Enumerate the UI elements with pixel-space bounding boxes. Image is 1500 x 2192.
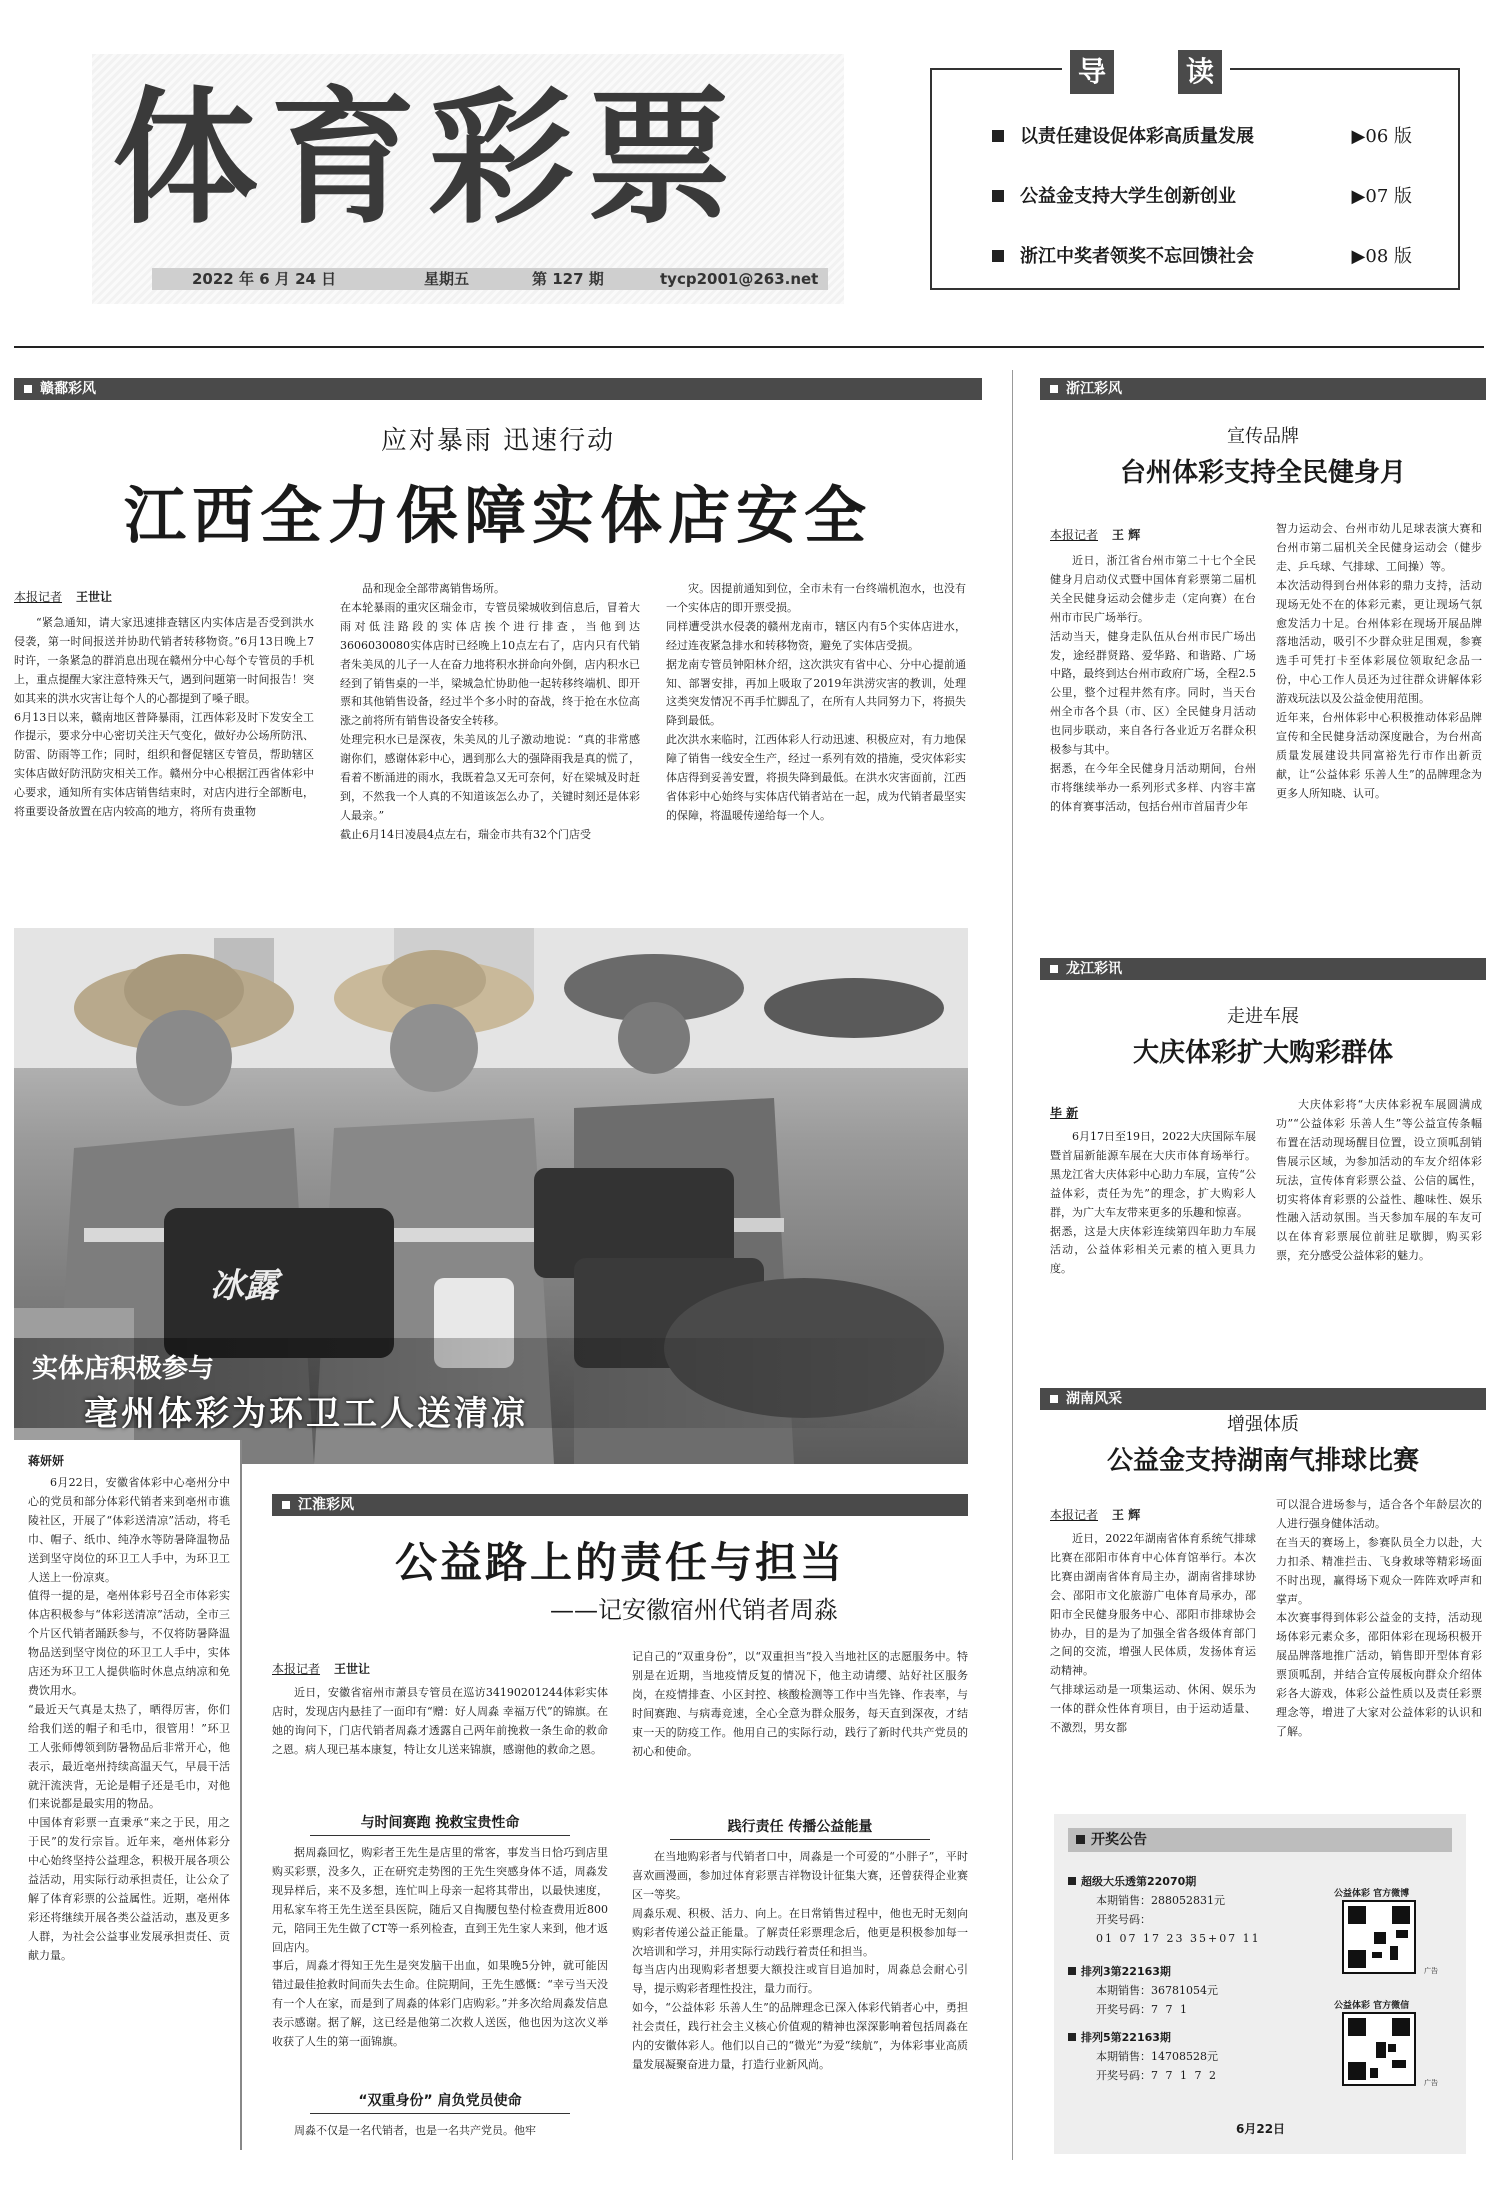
- bullet-icon: [992, 190, 1004, 202]
- article-kicker: 宣传品牌: [1227, 426, 1299, 447]
- draw-2: [1068, 1962, 1298, 2019]
- draw-sales-label: 本期销售：: [1096, 1894, 1151, 1907]
- article-subhead: 与时间赛跑 挽救宝贵性命: [310, 1812, 570, 1836]
- square-icon: [1068, 2033, 1076, 2041]
- byline-name: 王 辉: [1112, 1508, 1141, 1522]
- lottery-box: [1054, 1814, 1466, 2154]
- byline-name: 毕 新: [1050, 1106, 1079, 1120]
- article-headline: 公益路上的责任与担当: [394, 1538, 845, 1587]
- article-byline: [1050, 1104, 1078, 1121]
- guide-title-char-2: 读: [1178, 50, 1222, 94]
- square-icon: [1068, 1967, 1076, 1975]
- draw-name: 排列3第22163期: [1081, 1965, 1171, 1978]
- article-column: 灾。因提前通知到位，全市未有一台终端机泡水，也没有一个实体店的即开票受损。 同样遭受洪水侵袭的赣州龙南市，辖区内有5个实体店进水，经过连夜紧急排水和转移物资，避免了实体店受损。 据龙南专管员钟阳林介绍，这次洪灾有省中心、分中心提前通知、部署安排，再加上吸取了2019年洪涝灾害的教训，处理这类突发情况不再手忙脚乱了，在所有人共同努力下，将损失降到最低。 此次洪水来临时，江西体彩人行动迅速、积极应对，有力地保障了销售一线安全生产，经过一系列有效的措施，受灾体彩实体店得到妥善安置，将损失降到最低。在洪水灾害面前，江西省体彩中心始终与实体店代销者站在一起，成为代销者最坚实的保障，将温暖传递给每一个人。: [666, 582, 966, 822]
- byline-label: 本报记者: [14, 590, 63, 604]
- masthead-rule: [14, 346, 1484, 348]
- section-tag-zhejiang: [1040, 378, 1486, 400]
- masthead-weekday: 星期五: [424, 270, 470, 288]
- draw-numbers: 01 07 17 23 35+07 11: [1096, 1932, 1261, 1945]
- section-tag-longjiang: [1040, 958, 1486, 980]
- photo-caption-kicker: 实体店积极参与: [32, 1354, 215, 1384]
- article-column: 大庆体彩将“大庆体彩祝车展圆满成功”“公益体彩 乐善人生”等公益宣传条幅布置在活动现场醒目位置，设立顶呱刮销售展示区域，为参加活动的车友介绍体彩玩法，宣传体育彩票公益、公信的属性，切实将体育彩票的公益性、趣味性、娱乐性融入活动氛围。当天参加车展的车友可以在体育彩票展位前驻足歇脚，购买彩票，充分感受公益体彩的魅力。: [1276, 1098, 1482, 1263]
- square-icon: [1050, 1395, 1058, 1403]
- column-divider: [1012, 370, 1013, 2160]
- article-byline: [14, 588, 112, 605]
- guide-item-3[interactable]: [992, 242, 1412, 272]
- section-tag-jianghuai: [272, 1494, 968, 1516]
- masthead-issue: 第 127 期: [532, 270, 604, 288]
- article-column: “紧急通知，请大家迅速排查辖区内实体店是否受到洪水侵袭，第一时间报送并协助代销者转移物资。”6月13日晚上7时许，一条紧急的群消息出现在赣州分中心每个专管员的手机上，重点提醒大家注意特殊天气，遇到问题第一时间报告！突如其来的洪水灾害让每个人的心都提到了嗓子眼。 6月13日以来，赣南地区普降暴雨，江西体彩及时下发安全工作提示，要求分中心密切关注天气变化，做好办公场所防汛、防雷、防雨等工作；同时，组织和督促辖区专管员，帮助辖区实体店做好防汛防灾相关工作。赣州分中心根据江西省体彩中心要求，通知所有实体店销售结束时，对店内进行全部断电，将重要设备放置在店内较高的地方，将所有贵重物: [14, 616, 314, 819]
- article-column: 6月17日至19日，2022大庆国际车展暨首届新能源车展在大庆市体育场举行。黑龙江省大庆体彩中心助力车展，宣传“公益体彩，责任为先”的理念，扩大购彩人群，为广大车友带来更多的乐趣和惊喜。 据悉，这是大庆体彩连续第四年助力车展活动，公益体彩相关元素的植入更具力度。: [1050, 1130, 1256, 1276]
- qr-code-weibo[interactable]: [1342, 1900, 1416, 1974]
- guide-item-page: ▶07 版: [1351, 186, 1412, 207]
- draw-number-label: 开奖号码：: [1096, 1913, 1151, 1926]
- draw-sales-label: 本期销售：: [1096, 1984, 1151, 1997]
- masthead: [92, 54, 844, 304]
- guide-item-page: ▶08 版: [1351, 246, 1412, 267]
- masthead-date: 2022 年 6 月 24 日: [192, 270, 337, 288]
- masthead-email: tycp2001@263.net: [660, 270, 819, 288]
- guide-item-2[interactable]: [992, 182, 1412, 212]
- article-headline: 大庆体彩扩大购彩群体: [1132, 1038, 1393, 1068]
- section-tag-label: 赣鄱彩风: [40, 381, 96, 397]
- article-byline: [272, 1660, 370, 1677]
- guide-title-char-1: 导: [1070, 50, 1114, 94]
- photo-caption-title: 亳州体彩为环卫工人送清凉: [84, 1394, 528, 1434]
- qr-ad-label: 广告: [1424, 1967, 1438, 1975]
- byline-name: 王世让: [334, 1662, 371, 1676]
- guide-item-text: 公益金支持大学生创新创业: [1020, 186, 1236, 207]
- qr-label-weixin: 公益体彩 官方微信: [1334, 2001, 1410, 2011]
- draw-1: [1068, 1872, 1298, 1948]
- qr-ad-label: 广告: [1424, 2079, 1438, 2087]
- article-column: 近日，2022年湖南省体育系统气排球比赛在邵阳市体育中心体育馆举行。本次比赛由湖南省体育局主办，湖南省排球协会、邵阳市文化旅游广电体育局承办，邵阳市全民健身服务中心、邵阳市排球协会协办，目的是为了加强全省各级体育部门之间的交流，增强人民体质，发扬体育运动精神。 气排球运动是一项集运动、休闲、娱乐为一体的群众性体育项目，由于运动适量、不激烈，男女都: [1050, 1532, 1256, 1735]
- article-column: 在当地购彩者与代销者口中，周淼是一个可爱的“小胖子”，平时喜欢画漫画，参加过体育彩票吉祥物设计征集大赛，还曾获得企业赛区一等奖。 周淼乐观、积极、活力、向上。在日常销售过程中，他也无时无刻向购彩者传递公益正能量。了解责任彩票理念后，他更是积极参加每一次培训和学习，并用实际行动践行着责任和担当。 每当店内出现购彩者想要大额投注或盲目追加时，周淼总会耐心引导，提示购彩者理性投注，量力而行。 如今，“公益体彩 乐善人生”的品牌理念已深入体彩代销者心中，勇担社会责任，践行社会主义核心价值观的精神也深深影响着包括周淼在内的安徽体彩人。他们以自己的“微光”为爱“续航”，为体彩事业高质量发展凝聚奋进力量，打造行业新风尚。: [632, 1850, 968, 2071]
- section-tag-label: 龙江彩讯: [1066, 961, 1122, 977]
- square-icon: [1050, 965, 1058, 973]
- square-icon: [1076, 1835, 1085, 1844]
- draw-3: [1068, 2028, 1298, 2085]
- bullet-icon: [992, 250, 1004, 262]
- draw-name: 超级大乐透第22070期: [1081, 1875, 1197, 1888]
- draw-number-label: 开奖号码：: [1096, 2069, 1151, 2082]
- article-headline: 公益金支持湖南气排球比赛: [1106, 1446, 1419, 1476]
- draw-sales-label: 本期销售：: [1096, 2050, 1151, 2063]
- draw-name: 排列5第22163期: [1081, 2031, 1171, 2044]
- lottery-title-bar: [1068, 1828, 1452, 1852]
- lottery-title: 开奖公告: [1091, 1832, 1147, 1848]
- guide-item-text: 浙江中奖者领奖不忘回馈社会: [1020, 246, 1254, 267]
- square-icon: [1068, 1877, 1076, 1885]
- masthead-title: 体育彩票: [112, 74, 744, 244]
- draw-sales: 14708528元: [1151, 2050, 1218, 2063]
- article-column: 近日，浙江省台州市第二十七个全民健身月启动仪式暨中国体育彩票第二届机关全民健身运动会健步走（定向赛）在台州市市民广场举行。 活动当天，健身走队伍从台州市民广场出发，途经群贤路、爱华路、和谐路、广场中路，最终到达台州市政府广场，全程2.5公里，整个过程井然有序。同时，当天台州全市各个县（市、区）全民健身月活动也同步联动，来自各行各业近万名群众积极参与其中。 据悉，在今年全民健身月活动期间，台州市将继续举办一系列形式多样、内容丰富的体育赛事活动，包括台州市首届青少年: [1050, 554, 1256, 813]
- article-subheadline: ——记安徽宿州代销者周淼: [550, 1596, 838, 1624]
- article-column: 据周淼回忆，购彩者王先生是店里的常客，事发当日恰巧到店里购买彩票，没多久，正在研究走势图的王先生突感身体不适，周淼发现异样后，来不及多想，连忙叫上母亲一起将其带出，以最快速度，用私家车将王先生送至县医院，随后又自掏腰包垫付检查费用近800元，陪同王先生做了CT等一系列检查，直到王先生家人来到，他才返回店内。 事后，周淼才得知王先生是突发脑干出血，如果晚5分钟，就可能因错过最佳抢救时间而失去生命。住院期间，王先生感慨：“幸亏当天没有一个人在家，而是到了周淼的体彩门店购彩。”并多次给周淼发信息表示感谢。据了解，这已经是他第二次救人送医，他也因为这次义举收获了人生的第一面锦旗。: [272, 1846, 608, 2049]
- square-icon: [1050, 385, 1058, 393]
- draw-numbers: 7 7 1: [1151, 2003, 1189, 2016]
- bullet-icon: [992, 130, 1004, 142]
- lottery-date: 6月22日: [1236, 2122, 1286, 2136]
- byline-name: 王 辉: [1112, 528, 1141, 542]
- article-kicker: 走进车展: [1227, 1006, 1299, 1027]
- article-subhead: 践行责任 传播公益能量: [670, 1816, 930, 1840]
- section-tag-label: 湖南风采: [1066, 1391, 1122, 1407]
- news-photo: [14, 928, 968, 1464]
- draw-number-label: 开奖号码：: [1096, 2003, 1151, 2016]
- article-column: 品和现金全部带离销售场所。 在本轮暴雨的重灾区瑞金市，专管员梁城收到信息后，冒着大雨对低洼路段的实体店挨个进行排查，当他到达3606030080实体店时已经晚上10点左右了，店内只有代销者朱美凤的儿子一人在奋力地将积水拼命向外倒，店内积水已经到了销售桌的一半，梁城急忙协助他一起转移终端机、即开票和其他销售设备，经过半个多小时的奋战，终于抢在水位高涨之前将所有销售设备安全转移。 处理完积水已是深夜，朱美凤的儿子激动地说：“真的非常感谢你们，感谢体彩中心，遇到那么大的强降雨我是真的慌了，看着不断涌进的雨水，我既着急又无可奈何，好在梁城及时赶到，不然我一个人真的不知道该怎么办了，关键时刻还是体彩人最亲。” 截止6月14日凌晨4点左右，瑞金市共有32个门店受: [340, 582, 640, 841]
- section-tag-label: 浙江彩风: [1066, 381, 1122, 397]
- article-column: 记自己的“双重身份”，以“双重担当”投入当地社区的志愿服务中。特别是在近期，当地疫情反复的情况下，他主动请缨、站好社区服务岗，在疫情排查、小区封控、核酸检测等工作中当先锋、作表率，与时间赛跑、与病毒竞速，全心全意为群众服务，每天直到深夜，才结束一天的防疫工作。他用自己的实际行动，践行了新时代共产党员的初心和使命。: [632, 1650, 968, 1758]
- article-kicker: 应对暴雨 迅速行动: [380, 426, 616, 456]
- photo-caption: [14, 1338, 968, 1434]
- guide-item-text: 以责任建设促体彩高质量发展: [1020, 126, 1254, 147]
- article-kicker: 增强体质: [1227, 1414, 1299, 1435]
- bottle-label: 冰露: [210, 1266, 278, 1306]
- article-headline: 江西全力保障实体店安全: [123, 479, 872, 552]
- draw-sales: 36781054元: [1151, 1984, 1218, 1997]
- guide-item-1[interactable]: [992, 122, 1412, 152]
- section-tag-ganpo: [14, 378, 982, 400]
- qr-label-weibo: 公益体彩 官方微博: [1334, 1889, 1410, 1899]
- article-column: 智力运动会、台州市幼儿足球表演大赛和台州市第二届机关全民健身运动会（健步走、乒乓球、气排球、工间操）等。 本次活动得到台州体彩的鼎力支持，活动现场无处不在的体彩元素，更让现场气氛愈发活力十足。台州体彩在现场开展品牌落地活动，吸引不少群众驻足围观，参赛选手可凭打卡至体彩展位领取纪念品一份，中心工作人员还为过往群众讲解体彩游戏玩法以及公益金使用范围。 近年来，台州体彩中心积极推动体彩品牌宣传和全民健身活动深度融合，为台州高质量发展建设共同富裕先行市作出新贡献，让“公益体彩 乐善人生”的品牌理念为更多人所知晓、认可。: [1276, 522, 1482, 800]
- bozhou-text: 6月22日，安徽省体彩中心亳州分中心的党员和部分体彩代销者来到亳州市谯陵社区，开展了“体彩送清凉”活动，将毛巾、帽子、纸巾、纯净水等防暑降温物品送到坚守岗位的环卫工人手中，为环卫工人送上一份凉爽。 值得一提的是，亳州体彩号召全市体彩实体店积极参与“体彩送清凉”活动，全市三个片区代销者踊跃参与，不仅将防暑降温物品送到坚守岗位的环卫工人手中，实体店还为环卫工人提供临时休息点纳凉和免费饮用水。 “最近天气真是太热了，晒得厉害，你们给我们送的帽子和毛巾，很管用！”环卫工人张师傅领到防暑物品后非常开心，他表示，最近亳州持续高温天气，早晨干活就汗流浃背，无论是帽子还是毛巾，对他们来说都是最实用的物品。 中国体育彩票一直秉承“来之于民，用之于民”的发行宗旨。近年来，亳州体彩分中心始终坚持公益理念，积极开展各项公益活动，用实际行动承担责任，让公众了解了体育彩票的公益属性。近期，亳州体彩还将继续开展各类公益活动，惠及更多人群，为社会公益事业发展承担责任、贡献力量。: [28, 1476, 230, 1962]
- article-column: 可以混合进场参与，适合各个年龄层次的人进行强身健体活动。 在当天的赛场上，参赛队员全力以赴，大力扣杀、精准拦击、飞身救球等精彩场面不时出现，赢得场下观众一阵阵欢呼声和掌声。 本次赛事得到体彩公益金的支持，活动现场体彩元素众多，邵阳体彩在现场积极开展品牌落地推广活动，销售即开型体育彩票顶呱刮，并结合宣传展板向群众介绍体彩各大游戏，体彩公益性质以及责任彩票理念等，增进了大家对公益体彩的认识和了解。: [1276, 1498, 1482, 1738]
- square-icon: [282, 1501, 290, 1509]
- article-byline: [1050, 526, 1140, 543]
- qr-code-weixin[interactable]: [1342, 2012, 1416, 2086]
- article-column: 周淼不仅是一名代销者，也是一名共产党员。他牢: [294, 2124, 536, 2137]
- byline-label: 本报记者: [272, 1662, 321, 1676]
- article-column: 近日，安徽省宿州市萧县专管员在巡访34190201244体彩实体店时，发现店内悬挂了一面印有“赠：好人周淼 幸福万代”的锦旗。在她的询问下，门店代销者周淼才透露自己两年前挽救一条生命的救命之恩。病人现已基本康复，特让女儿送来锦旗，感谢他的救命之恩。: [272, 1686, 608, 1756]
- guide-item-page: ▶06 版: [1351, 126, 1412, 147]
- draw-sales: 288052831元: [1151, 1894, 1225, 1907]
- guide-title: [1062, 50, 1230, 94]
- byline-name: 王世让: [76, 590, 113, 604]
- article-subhead: “双重身份” 肩负党员使命: [310, 2090, 570, 2114]
- masthead-info-bar: [152, 268, 828, 290]
- byline-label: 本报记者: [1050, 1508, 1099, 1522]
- square-icon: [24, 385, 32, 393]
- byline-label: 本报记者: [1050, 528, 1099, 542]
- draw-numbers: 7 7 1 7 2: [1151, 2069, 1218, 2082]
- section-tag-hunan: [1040, 1388, 1486, 1410]
- bozhou-author: 蒋妍妍: [28, 1454, 65, 1468]
- article-byline: [1050, 1506, 1140, 1523]
- section-tag-label: 江淮彩风: [298, 1497, 354, 1513]
- article-headline: 台州体彩支持全民健身月: [1119, 458, 1406, 488]
